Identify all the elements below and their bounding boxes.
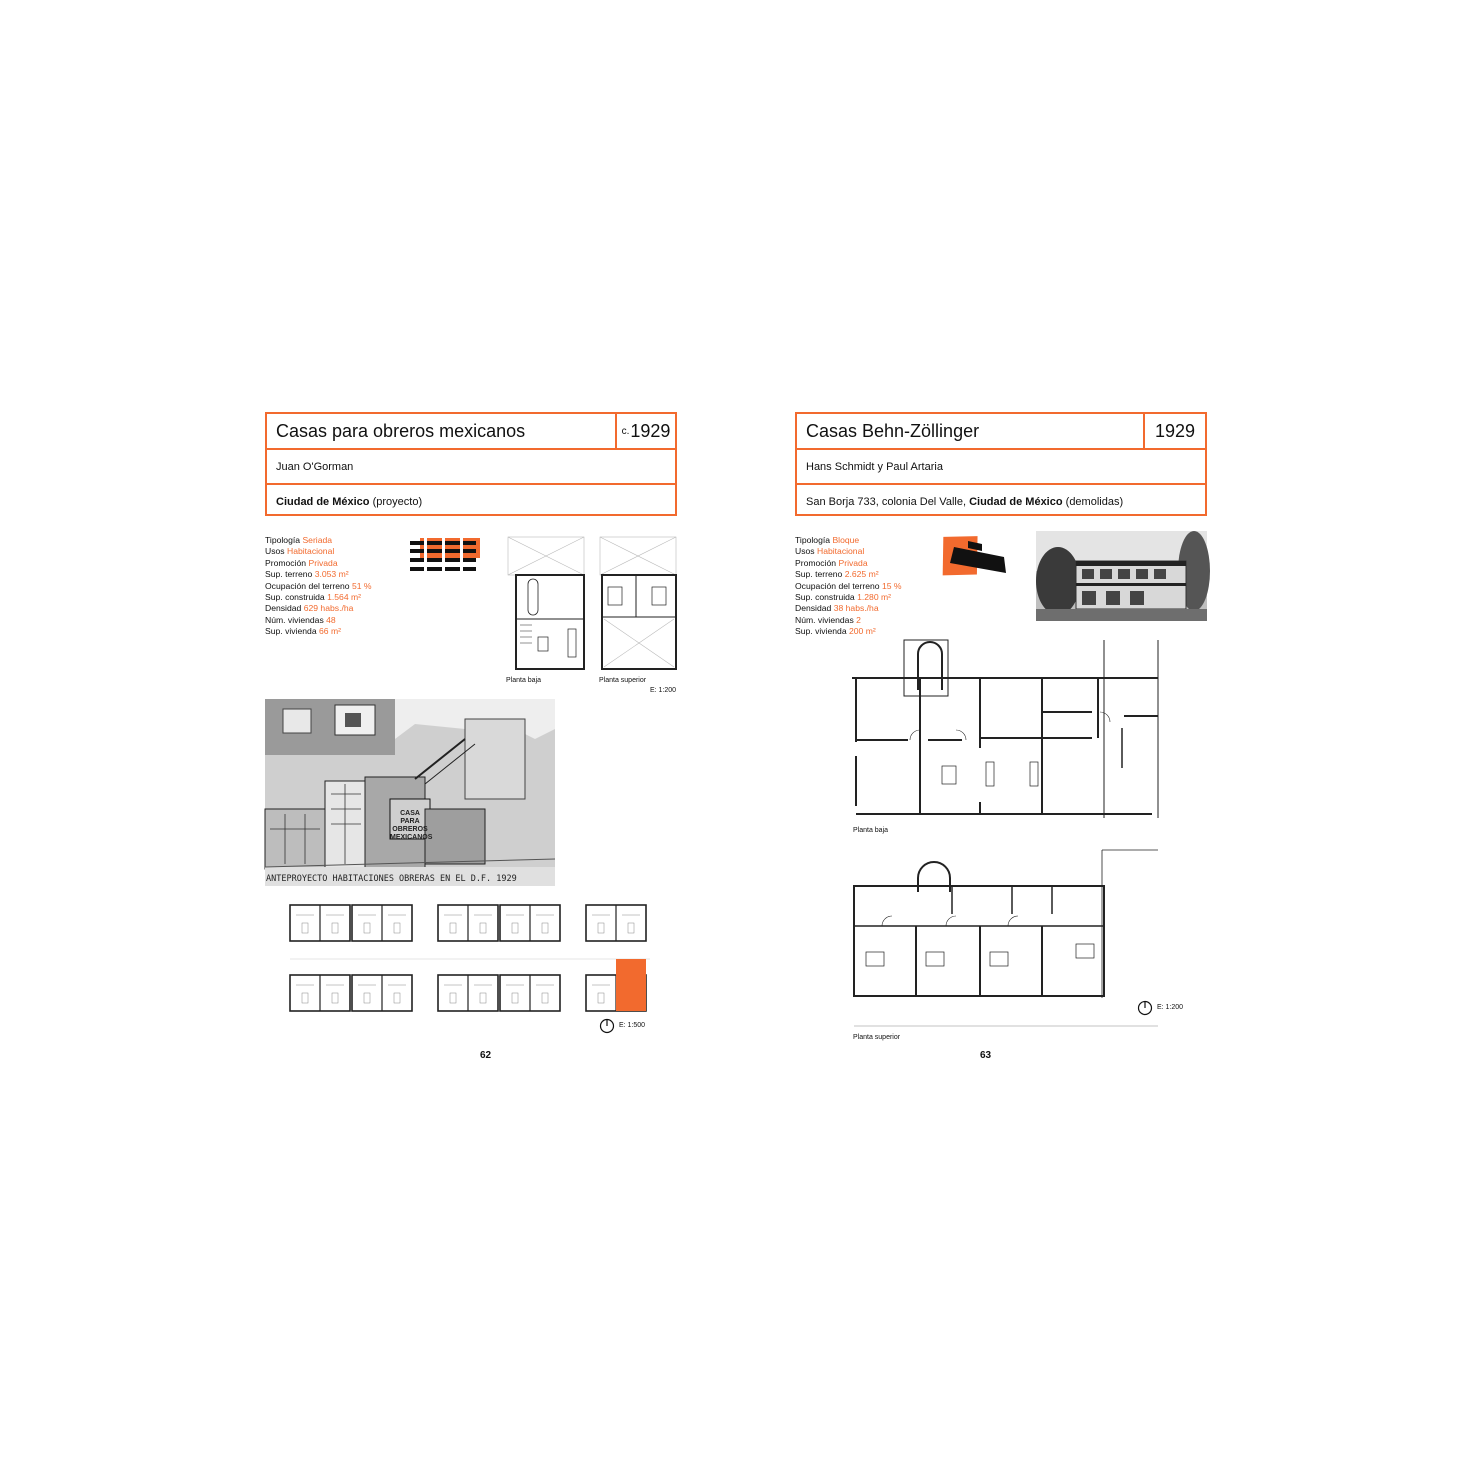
left-floor-plan-upper <box>598 537 678 677</box>
drawing-caption: ANTEPROYECTO HABITACIONES OBRERAS EN EL D.F. 1929 <box>266 874 517 884</box>
stat-row: Tipología Seriada <box>265 535 333 545</box>
stat-row: Usos Habitacional <box>795 546 865 557</box>
left-plan-caption-upper: Planta superior <box>599 677 647 684</box>
left-plan-caption-ground: Planta baja <box>506 677 542 684</box>
stat-row: Sup. construida 1.280 m² <box>795 592 892 603</box>
left-location-city: Ciudad de México <box>276 495 370 508</box>
stat-row: Núm. viviendas 48 <box>265 614 336 625</box>
site-plan-units <box>290 905 650 1013</box>
right-floor-plan-upper <box>852 848 1162 1028</box>
left-floor-plan-ground <box>506 537 586 677</box>
left-location <box>267 483 675 518</box>
right-location-note: (demolidas) <box>1062 495 1124 508</box>
right-location <box>797 483 1205 518</box>
stat-row: Sup. construida 1.564 m² <box>265 592 362 603</box>
left-scale-1: E: 1:200 <box>650 687 677 694</box>
drawing-sign-text: CASA PARA OBREROS MEXICANOS <box>390 810 433 841</box>
right-year <box>1143 414 1205 448</box>
right-project-title: Casas Behn-Zöllinger <box>806 420 980 441</box>
right-plan-caption-upper: Planta superior <box>853 1034 901 1041</box>
north-arrow-icon <box>1137 1000 1153 1016</box>
left-project-title: Casas para obreros mexicanos <box>276 420 526 441</box>
left-stats <box>265 535 372 638</box>
typology-bloque-icon <box>938 535 1013 580</box>
stat-row: Usos Habitacional <box>265 546 335 557</box>
stat-row: Sup. vivienda 66 m² <box>265 626 341 637</box>
stat-row: Densidad 629 habs./ha <box>265 603 354 614</box>
right-stats <box>795 535 902 638</box>
stat-row: Ocupación del terreno 15 % <box>795 580 902 591</box>
stat-row: Tipología Bloque <box>795 535 860 545</box>
stat-row: Núm. viviendas 2 <box>795 614 861 625</box>
right-author: Hans Schmidt y Paul Artaria <box>797 448 1205 483</box>
left-author: Juan O'Gorman <box>267 448 675 483</box>
stat-row: Promoción Privada <box>795 557 868 568</box>
typology-seriada-icon <box>410 538 482 580</box>
stat-row: Densidad 38 habs./ha <box>795 603 879 614</box>
left-scale-2: E: 1:500 <box>619 1022 646 1029</box>
north-arrow-icon <box>599 1018 615 1034</box>
stat-row: Sup. terreno 2.625 m² <box>795 569 879 580</box>
right-title-card <box>795 412 1207 516</box>
right-plan-caption-ground: Planta baja <box>853 827 889 834</box>
left-year <box>615 414 675 448</box>
stat-row: Promoción Privada <box>265 557 338 568</box>
building-photo-image <box>1036 531 1207 621</box>
stat-row: Sup. terreno 3.053 m² <box>265 569 349 580</box>
left-year-prefix: c. <box>621 425 630 437</box>
left-location-note: (proyecto) <box>369 495 423 508</box>
left-year-value: 1929 <box>630 420 671 441</box>
right-floor-plan-ground <box>852 638 1162 828</box>
right-page-number: 63 <box>980 1050 992 1061</box>
left-page-number: 62 <box>480 1050 492 1061</box>
perspective-drawing-image <box>265 699 555 886</box>
right-scale: E: 1:200 <box>1157 1004 1184 1011</box>
stat-row: Sup. vivienda 200 m² <box>795 626 876 637</box>
right-year-value: 1929 <box>1154 420 1196 441</box>
stat-row: Ocupación del terreno 51 % <box>265 580 372 591</box>
left-title-card <box>265 412 677 516</box>
right-location-street: San Borja 733, colonia Del Valle, <box>806 495 970 508</box>
right-location-city: Ciudad de México <box>969 495 1063 508</box>
